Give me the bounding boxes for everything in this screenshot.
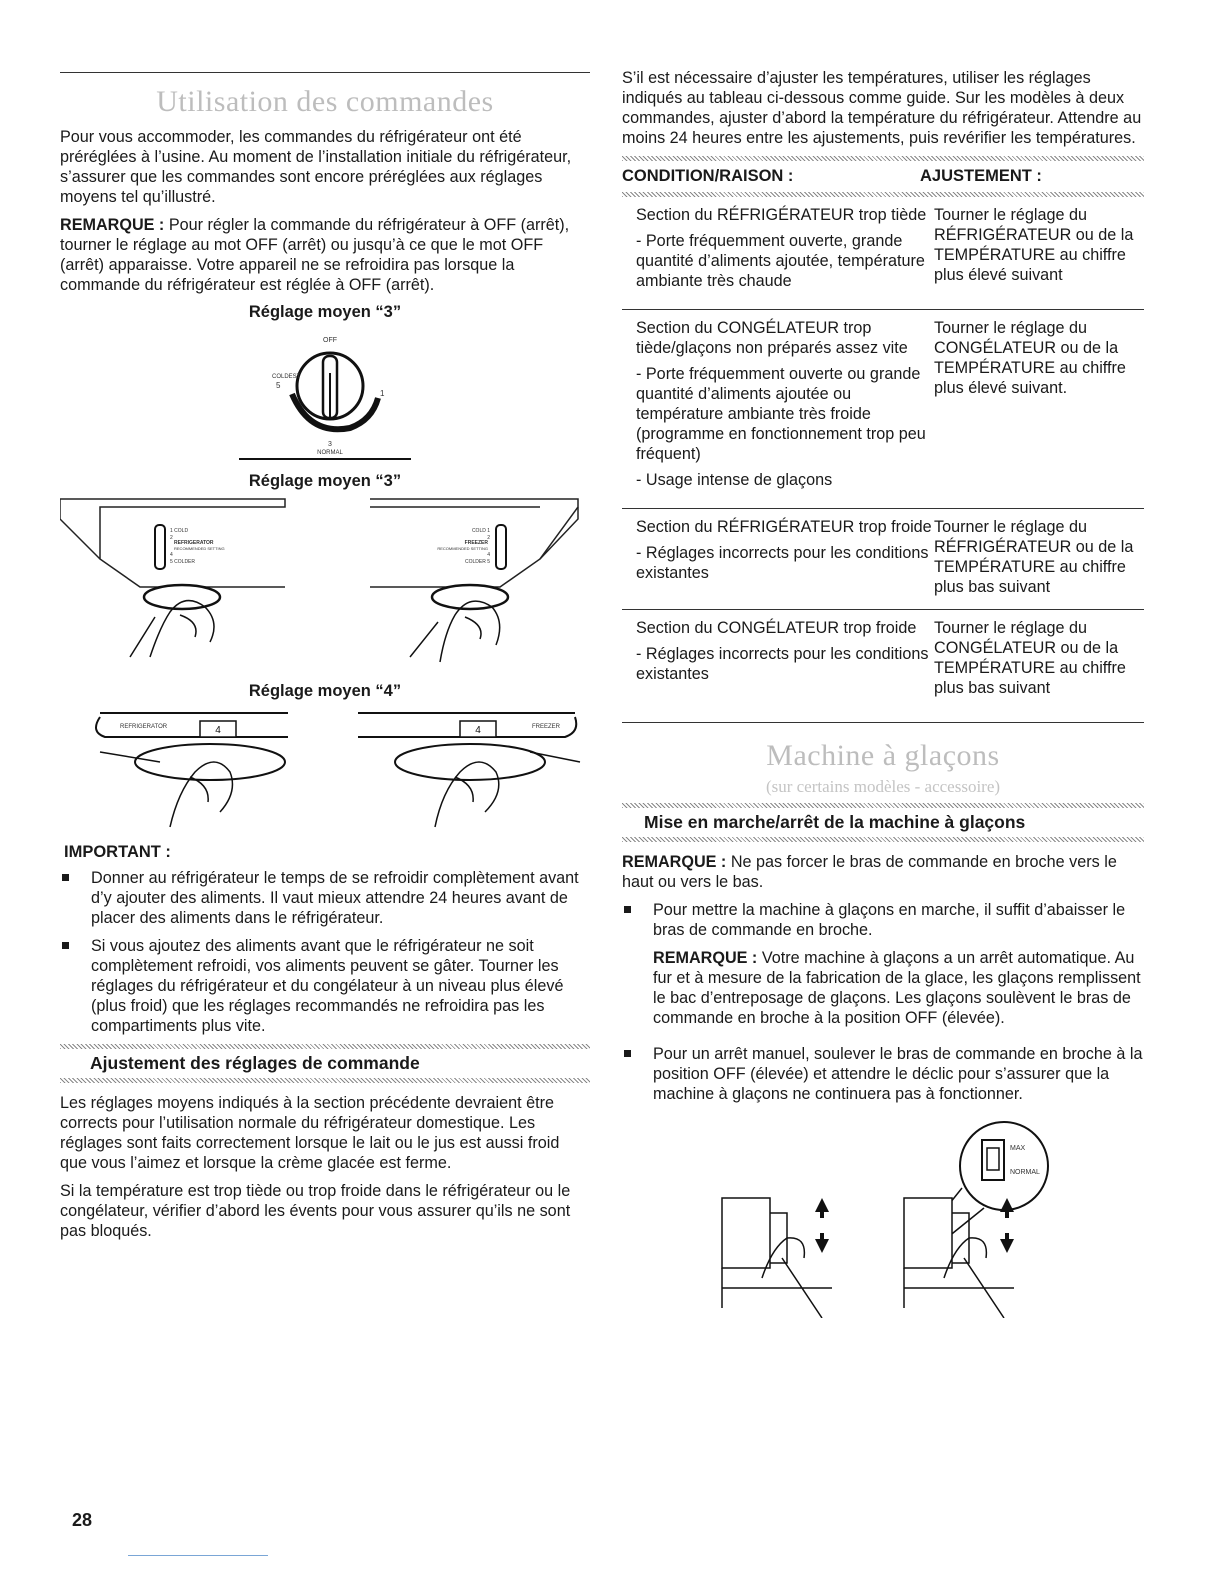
wheel-illustration <box>60 707 590 837</box>
right-slider-track <box>496 525 506 569</box>
hatch-divider <box>60 1078 590 1083</box>
footer-line <box>128 1555 268 1556</box>
table-row <box>622 310 1144 509</box>
table-cell-ajustement: Tourner le réglage du CONGÉLATEUR ou de la TEMPÉRATURE au chiffre plus bas suivant <box>934 619 1126 697</box>
fig1-caption: Réglage moyen “3” <box>248 303 402 321</box>
remarque-text: Ne pas forcer le bras de commande en broche vers le haut ou vers le bas. <box>622 853 1117 891</box>
left-refrigerator-label: REFRIGERATOR <box>174 540 214 546</box>
condition-text: Section du CONGÉLATEUR trop tiède/glaçons non préparés assez vite <box>636 319 908 357</box>
slider-illustration <box>60 497 590 672</box>
table-row <box>622 509 1144 610</box>
zoom-max-label: MAX <box>1010 1145 1026 1152</box>
left-cold-label: 1 COLD <box>170 528 189 534</box>
right-thumb-wheel <box>432 585 508 609</box>
right-colder-label: COLDER 5 <box>464 559 490 565</box>
machine-bullet-2 <box>622 1044 1144 1104</box>
page-number: 28 <box>72 1510 93 1530</box>
table-cell-ajustement: Tourner le réglage du RÉFRIGÉRATEUR ou de la TEMPÉRATURE au chiffre plus élevé suivant <box>934 206 1134 284</box>
important-bullet-2 <box>60 936 590 1036</box>
left-arrow-up <box>815 1198 829 1218</box>
machine-remarque-paragraph <box>622 852 1144 892</box>
dial-one-label: 1 <box>380 389 385 398</box>
dial-normal-label: NORMAL <box>317 450 343 456</box>
left-colder-label: 5 COLDER <box>170 559 196 565</box>
right-column <box>622 60 1144 1318</box>
intro-paragraph: Pour vous accommoder, les commandes du réfrigérateur ont été préréglées à l’usine. Au moment de l’installation initiale du réfrigérateur, s’assurer que les commandes sont encore préréglées aux réglages moyens tel qu’illustré. <box>60 128 572 206</box>
dial-five-label: 5 <box>276 381 281 390</box>
table-row <box>622 197 1144 310</box>
fig2-caption: Réglage moyen “3” <box>248 472 402 490</box>
right-wheel-value: 4 <box>475 725 481 736</box>
left-four-label: 4 <box>170 552 173 558</box>
remarque-label: REMARQUE : <box>622 853 727 871</box>
right-recommended-label: RECOMMENDED SETTING <box>437 546 488 551</box>
remarque-label: REMARQUE : <box>60 216 165 234</box>
dial-coldest-label: COLDEST <box>272 374 301 380</box>
right-freezer-label: FREEZER <box>464 540 488 546</box>
table-cell-ajustement: Tourner le réglage du CONGÉLATEUR ou de la TEMPÉRATURE au chiffre plus élevé suivant. <box>934 319 1126 397</box>
reason-text-2: - Usage intense de glaçons <box>636 471 833 489</box>
bullet-text: Donner au réfrigérateur le temps de se refroidir complètement avant d’y ajouter des aliments. Il vaut mieux attendre 24 heures avant de placer des aliments dans le réfrigérateur. <box>91 869 579 927</box>
top-rule <box>60 72 590 73</box>
table-cell-condition <box>622 205 934 297</box>
right-wheel-hand <box>435 752 580 827</box>
left-wheel-label: REFRIGERATOR <box>120 724 168 730</box>
sub-heading-ajustement: Ajustement des réglages de commande <box>90 1053 420 1073</box>
reason-text: - Porte fréquemment ouverte, grande quantité d’aliments ajoutée, température ambiante très chaude <box>636 232 925 290</box>
right-wheel-label: FREEZER <box>531 724 560 730</box>
bullet-text: Pour mettre la machine à glaçons en marche, il suffit d’abaisser le bras de commande en broche. <box>653 901 1126 939</box>
reason-text: - Réglages incorrects pour les conditions existantes <box>636 544 929 582</box>
right-four-label: 4 <box>487 552 490 558</box>
ice-maker-illustration <box>622 1118 1144 1318</box>
right-two-label: 2 <box>487 535 490 541</box>
right-arrow-down <box>1000 1233 1014 1253</box>
right-cold-label: COLD 1 <box>471 528 490 534</box>
zoom-normal-label: NORMAL <box>1010 1169 1040 1176</box>
hatch-divider <box>622 156 1144 161</box>
sub-heading-mise-en-marche: Mise en marche/arrêt de la machine à glaçons <box>644 812 1026 832</box>
right-wheel <box>395 744 545 780</box>
reason-text: - Porte fréquemment ouverte ou grande quantité d’aliments ajoutée ou température ambiante très froide (programme en fonctionnement trop peu fréquent) <box>636 365 926 463</box>
table-cell-condition <box>622 618 934 698</box>
left-two-label: 2 <box>170 535 173 541</box>
dial-illustration <box>60 328 590 458</box>
section-subtitle: (sur certains modèles - accessoire) <box>765 777 1001 796</box>
bullet-note <box>653 948 1144 1028</box>
hatch-divider <box>622 803 1144 808</box>
important-bullet-1 <box>60 868 590 928</box>
condition-text: Section du RÉFRIGÉRATEUR trop tiède <box>636 206 927 224</box>
table-cell-condition <box>622 517 934 597</box>
dial-three-label: 3 <box>328 441 332 448</box>
important-label: IMPORTANT : <box>64 843 171 861</box>
right-intro-paragraph: S’il est nécessaire d’ajuster les températures, utiliser les réglages indiqués au tableau ci-dessous comme guide. Sur les modèles à deux commandes, ajuster d’abord la température du réfrigérateur. Attendre au moins 24 heures entre les ajustements, puis revérifier les températures. <box>622 69 1142 147</box>
left-hand <box>130 601 214 657</box>
left-thumb-wheel <box>144 585 220 609</box>
dial-off-label: OFF <box>323 337 337 344</box>
note-text: Votre machine à glaçons a un arrêt automatique. Au fur et à mesure de la fabrication de la glace, les glaçons remplissent le bac d’entreposage de glaçons. Les glaçons soulèvent le bras de commande en broche à la position OFF (élevée). <box>653 949 1141 1027</box>
left-arrow-down <box>815 1233 829 1253</box>
section-title-commandes: Utilisation des commandes <box>156 85 494 118</box>
bullet-text: Si vous ajoutez des aliments avant que le réfrigérateur ne soit complètement refroidi, vos aliments peuvent se gâter. Tourner les réglages du réfrigérateur et du congélateur à un niveau plus élevé (plus froid) que les réglages recommandés ne refroidira pas les compartiments plus vite. <box>91 937 564 1035</box>
bullet-body <box>653 900 1144 1036</box>
left-column <box>60 60 590 1249</box>
left-wheel-hand <box>100 752 232 827</box>
table-row <box>622 610 1144 723</box>
table-header-condition: CONDITION/RAISON : <box>622 167 794 185</box>
fig1-rule <box>239 458 411 460</box>
left-housing <box>60 499 285 587</box>
right-ice-maker <box>904 1198 952 1268</box>
left-recommended-label: RECOMMENDED SETTING <box>174 546 225 551</box>
machine-bullet-1 <box>622 900 1144 1036</box>
reason-text: - Réglages incorrects pour les conditions existantes <box>636 645 929 683</box>
hatch-divider <box>60 1044 590 1049</box>
ajustement-paragraph-2: Si la température est trop tiède ou trop froide dans le réfrigérateur ou le congélateur, vérifier d’abord les évents pour vous assurer qu’ils ne sont pas bloqués. <box>60 1182 571 1240</box>
right-hand <box>410 601 500 662</box>
section-title-machine: Machine à glaçons <box>766 739 1000 772</box>
table-cell-ajustement: Tourner le réglage du RÉFRIGÉRATEUR ou de la TEMPÉRATURE au chiffre plus bas suivant <box>934 518 1134 596</box>
table-header-ajustement: AJUSTEMENT : <box>920 167 1042 185</box>
table-header <box>622 167 1144 186</box>
left-wheel-value: 4 <box>215 725 221 736</box>
fig3-caption: Réglage moyen “4” <box>248 682 402 700</box>
hatch-divider <box>622 837 1144 842</box>
note-label: REMARQUE : <box>653 949 758 967</box>
remarque-text: Pour régler la commande du réfrigérateur à OFF (arrêt), tourner le réglage au mot OFF (arrêt) ou jusqu’à ce que le mot OFF (arrêt) apparaisse. Votre appareil ne se refroidira pas lorsque la commande du réfrigérateur est réglée à OFF (arrêt). <box>60 216 570 294</box>
remarque-paragraph <box>60 215 590 295</box>
condition-text: Section du CONGÉLATEUR trop froide <box>636 619 917 637</box>
table-cell-condition <box>622 318 934 496</box>
condition-text: Section du RÉFRIGÉRATEUR trop froide <box>636 518 932 536</box>
ajustement-paragraph-1: Les réglages moyens indiqués à la section précédente devraient être corrects pour l’utilisation normale du réfrigérateur domestique. Les réglages sont faits correctement lorsque le lait ou le jus est aussi froid que vous l’aimez et lorsque la crème glacée est ferme. <box>60 1094 560 1172</box>
left-slider-track <box>155 525 165 569</box>
bullet-text: Pour un arrêt manuel, soulever le bras de commande en broche à la position OFF (élevée) et attendre le déclic pour s’assurer que la machine à glaçons ne continuera pas à fonctionner. <box>653 1045 1143 1103</box>
left-ice-maker <box>722 1198 770 1268</box>
